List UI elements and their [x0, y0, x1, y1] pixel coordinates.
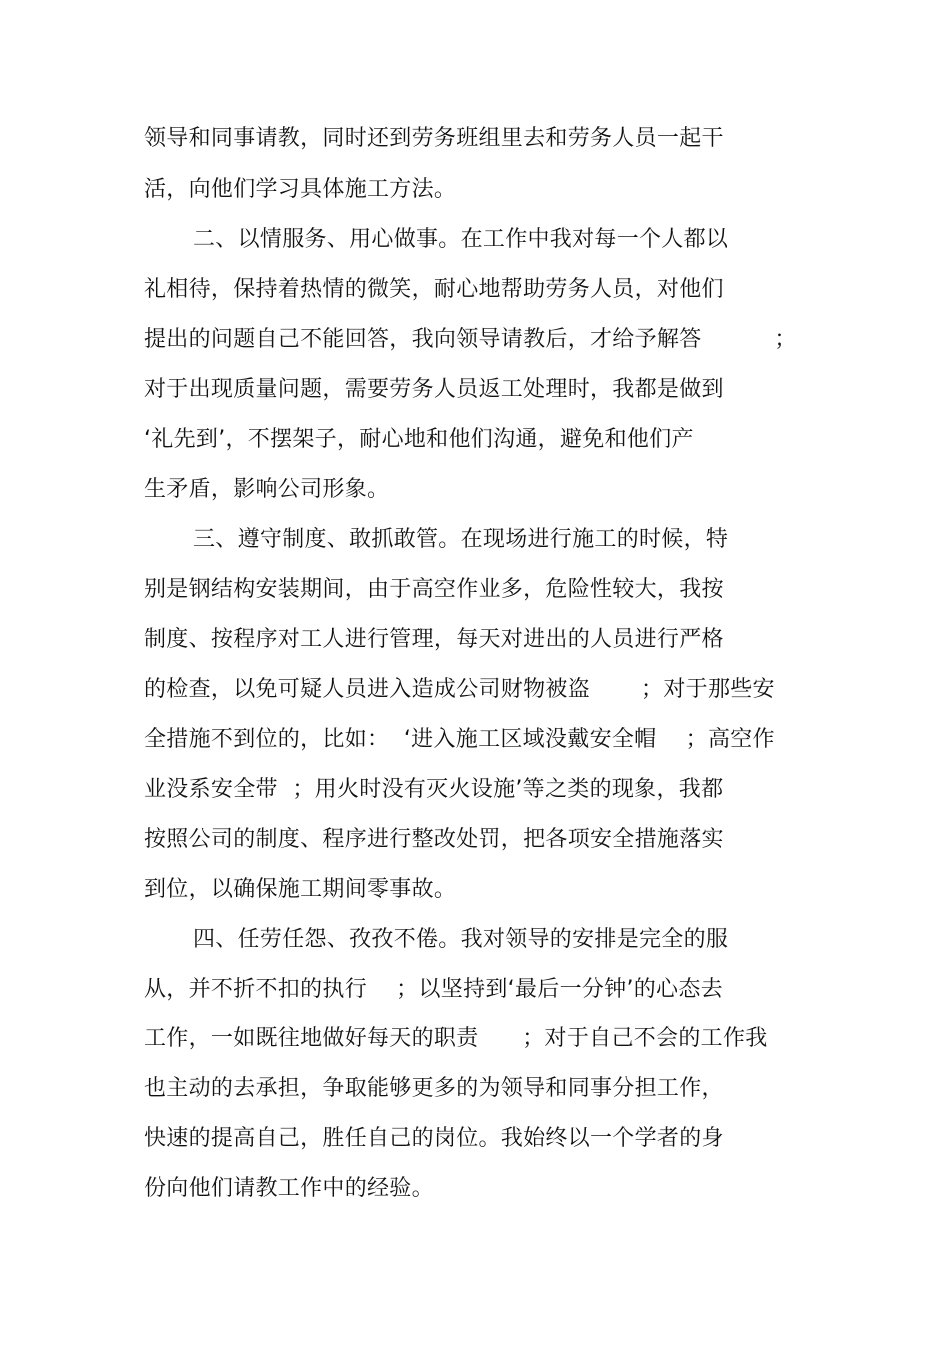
paragraph-line: 的检查，以免可疑人员进入造成公司财物被盗 ；对于那些安 [144, 677, 775, 702]
paragraph-line: 快速的提高自己，胜任自己的岗位。我始终以一个学者的身 [144, 1126, 724, 1151]
paragraph-line: 提出的问题自己不能回答，我向领导请教后，才给予解答 ； [144, 327, 797, 352]
paragraph-line: 到位，以确保施工期间零事故。 [144, 877, 457, 902]
paragraph-line: 四、任劳任怨、孜孜不倦。我对领导的安排是完全的服 [193, 927, 729, 952]
paragraph-line: 制度、按程序对工人进行管理，每天对进出的人员进行严格 [144, 627, 724, 652]
paragraph-line: 活，向他们学习具体施工方法。 [144, 177, 457, 202]
paragraph-line: 领导和同事请教，同时还到劳务班组里去和劳务人员一起干 [144, 126, 724, 151]
paragraph-line: 全措施不到位的，比如： ‘进入施工区域没戴安全帽 ；高空作 [144, 727, 775, 752]
paragraph-line: 别是钢结构安装期间，由于高空作业多，危险性较大，我按 [144, 577, 724, 602]
paragraph-line: 也主动的去承担，争取能够更多的为领导和同事分担工作， [144, 1076, 724, 1101]
paragraph-line: 业没系安全带 ；用火时没有灭火设施’等之类的现象，我都 [144, 777, 724, 802]
paragraph-line: ‘礼先到’，不摆架子，耐心地和他们沟通，避免和他们产 [144, 427, 694, 452]
paragraph-line: 份向他们请教工作中的经验。 [144, 1176, 434, 1201]
paragraph-line: 生矛盾，影响公司形象。 [144, 477, 390, 502]
paragraph-line: 按照公司的制度、程序进行整改处罚，把各项安全措施落实 [144, 827, 724, 852]
paragraph-line: 礼相待，保持着热情的微笑，耐心地帮助劳务人员，对他们 [144, 277, 724, 302]
paragraph-line: 对于出现质量问题，需要劳务人员返工处理时，我都是做到 [144, 377, 724, 402]
paragraph-line: 三、遵守制度、敢抓敢管。在现场进行施工的时候，特 [193, 527, 729, 552]
paragraph-line: 二、以情服务、用心做事。在工作中我对每一个人都以 [193, 227, 729, 252]
paragraph-line: 从，并不折不扣的执行 ；以坚持到‘最后一分钟’的心态去 [144, 977, 723, 1002]
paragraph-line: 工作，一如既往地做好每天的职责 ；对于自己不会的工作我 [144, 1026, 768, 1051]
